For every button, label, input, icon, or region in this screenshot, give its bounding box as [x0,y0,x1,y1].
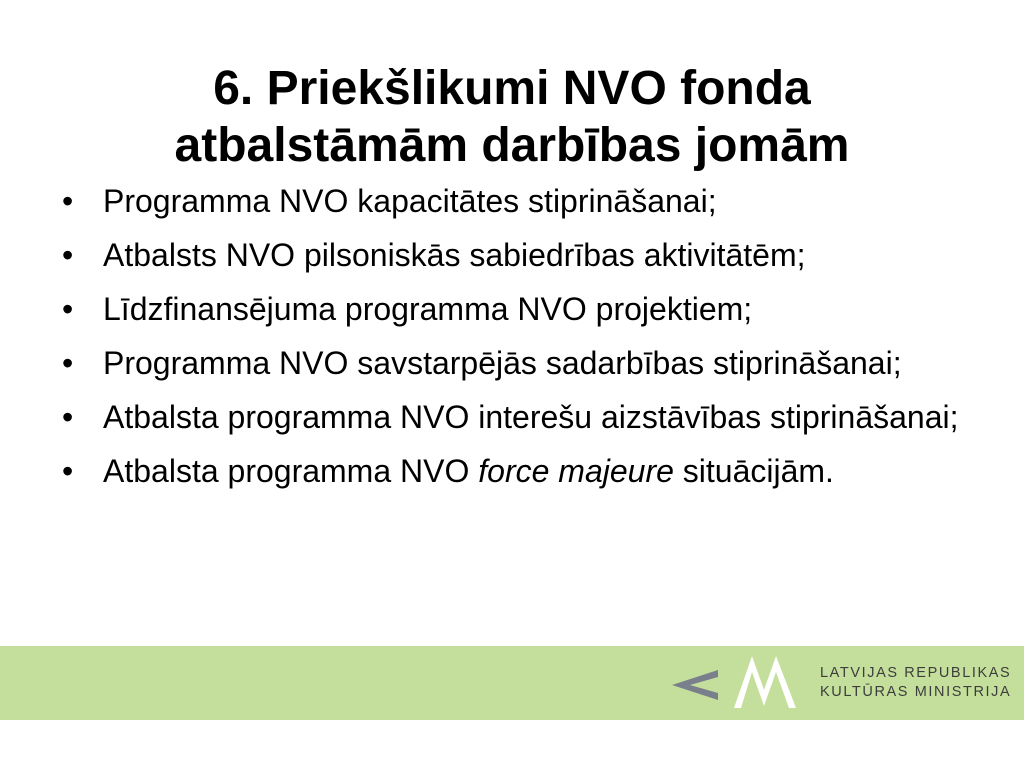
bullet-text: Programma NVO kapacitātes stiprināšanai; [103,183,717,219]
bullet-dot: • [62,237,74,273]
logo-line-2: KULTŪRAS MINISTRIJA [820,684,1012,700]
ministry-name [820,664,1020,702]
bullet-item [58,398,988,436]
bullet-text [103,452,988,490]
ministry-of-culture-logo-icon [668,652,806,714]
bullet-text: Programma NVO savstarpējās sadarbības stiprināšanai; [103,345,902,381]
bullet-text: Atbalsts NVO pilsoniskās sabiedrības aktivitātēm; [103,237,806,273]
bullet-text-part: Atbalsta programma NVO [103,453,479,489]
bullet-item [58,344,988,382]
bullet-item [58,452,988,490]
bullet-dot: • [62,399,74,435]
bullet-item [58,290,988,328]
bullet-text: Līdzfinansējuma programma NVO projektiem; [103,291,753,327]
bullet-dot: • [62,345,74,381]
bullet-text-italic: force majeure [478,453,674,489]
slide-title [40,60,984,174]
bullet-dot: • [62,453,74,489]
bullet-item [58,236,988,274]
title-line-1: 6. Priekšlikumi NVO fonda [213,62,811,116]
bullet-text: Atbalsta programma NVO interešu aizstāvības stiprināšanai; [103,399,959,435]
title-line-2: atbalstāmām darbības jomām [174,119,850,173]
bullet-dot: • [62,183,74,219]
bullet-list [58,182,988,506]
bullet-dot: • [62,291,74,327]
logo-line-1: LATVIJAS REPUBLIKAS [820,665,1012,681]
bullet-item [58,182,988,220]
bullet-text-part: situācijām. [673,453,834,489]
